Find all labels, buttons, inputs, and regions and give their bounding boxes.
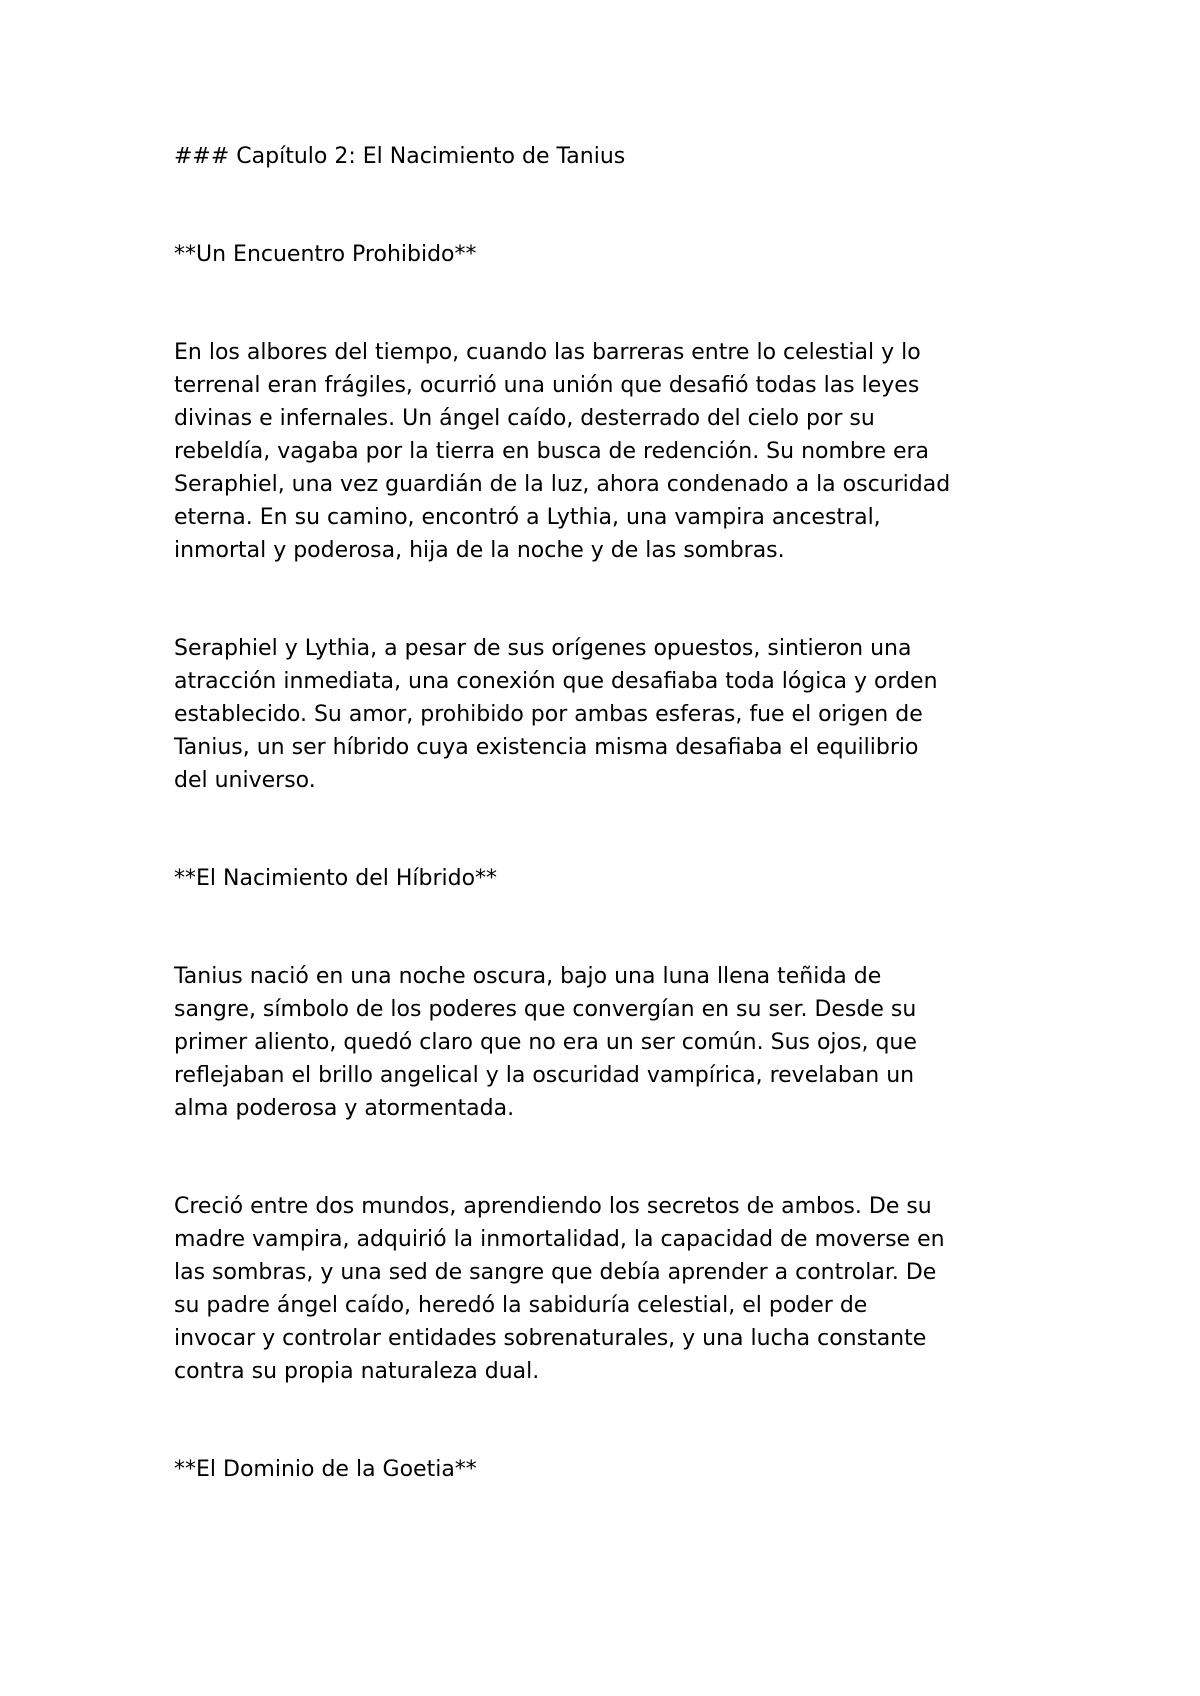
paragraph-line: Seraphiel y Lythia, a pesar de sus orígenes opuestos, sintieron una [174,636,912,661]
paragraph-line: invocar y controlar entidades sobrenaturales, y una lucha constante [174,1326,927,1351]
spacer [174,271,1054,336]
paragraph [174,632,1054,797]
paragraph-line: del universo. [174,768,316,793]
paragraph-line: eterna. En su camino, encontró a Lythia, una vampira ancestral, [174,505,881,530]
paragraph-line: alma poderosa y atormentada. [174,1096,515,1121]
section-title: **El Nacimiento del Híbrido** [174,866,498,891]
section-title: **Un Encuentro Prohibido** [174,242,477,267]
spacer [174,173,1054,238]
paragraph-line: Creció entre dos mundos, aprendiendo los secretos de ambos. De su [174,1194,932,1219]
paragraph-line: Tanius nació en una noche oscura, bajo una luna llena teñida de [174,964,882,989]
paragraph-line: Tanius, un ser híbrido cuya existencia misma desafiaba el equilibrio [174,735,919,760]
paragraph [174,336,1054,567]
spacer [174,1388,1054,1453]
spacer [174,567,1054,632]
paragraph-line: establecido. Su amor, prohibido por ambas esferas, fue el origen de [174,702,923,727]
paragraph-line: En los albores del tiempo, cuando las barreras entre lo celestial y lo [174,340,921,365]
chapter-heading: ### Capítulo 2: El Nacimiento de Tanius [174,144,626,169]
paragraph-line: su padre ángel caído, heredó la sabiduría celestial, el poder de [174,1293,868,1318]
paragraph-line: rebeldía, vagaba por la tierra en busca de redención. Su nombre era [174,439,930,464]
paragraph-line: madre vampira, adquirió la inmortalidad, la capacidad de moverse en [174,1227,945,1252]
paragraph-line: primer aliento, quedó claro que no era un ser común. Sus ojos, que [174,1030,917,1055]
paragraph-line: sangre, símbolo de los poderes que convergían en su ser. Desde su [174,997,917,1022]
paragraph-line: inmortal y poderosa, hija de la noche y de las sombras. [174,538,785,563]
paragraph [174,960,1054,1125]
section-title: **El Dominio de la Goetia** [174,1457,477,1482]
document-body [174,140,1054,1486]
paragraph [174,1190,1054,1388]
paragraph-line: Seraphiel, una vez guardián de la luz, ahora condenado a la oscuridad [174,472,951,497]
paragraph-line: terrenal eran frágiles, ocurrió una unión que desafió todas las leyes [174,373,920,398]
paragraph-line: contra su propia naturaleza dual. [174,1359,540,1384]
spacer [174,797,1054,862]
paragraph-line: atracción inmediata, una conexión que desafiaba toda lógica y orden [174,669,938,694]
spacer [174,1125,1054,1190]
paragraph-line: las sombras, y una sed de sangre que debía aprender a controlar. De [174,1260,937,1285]
paragraph-line: divinas e infernales. Un ángel caído, desterrado del cielo por su [174,406,875,431]
spacer [174,895,1054,960]
paragraph-line: reflejaban el brillo angelical y la oscuridad vampírica, revelaban un [174,1063,915,1088]
